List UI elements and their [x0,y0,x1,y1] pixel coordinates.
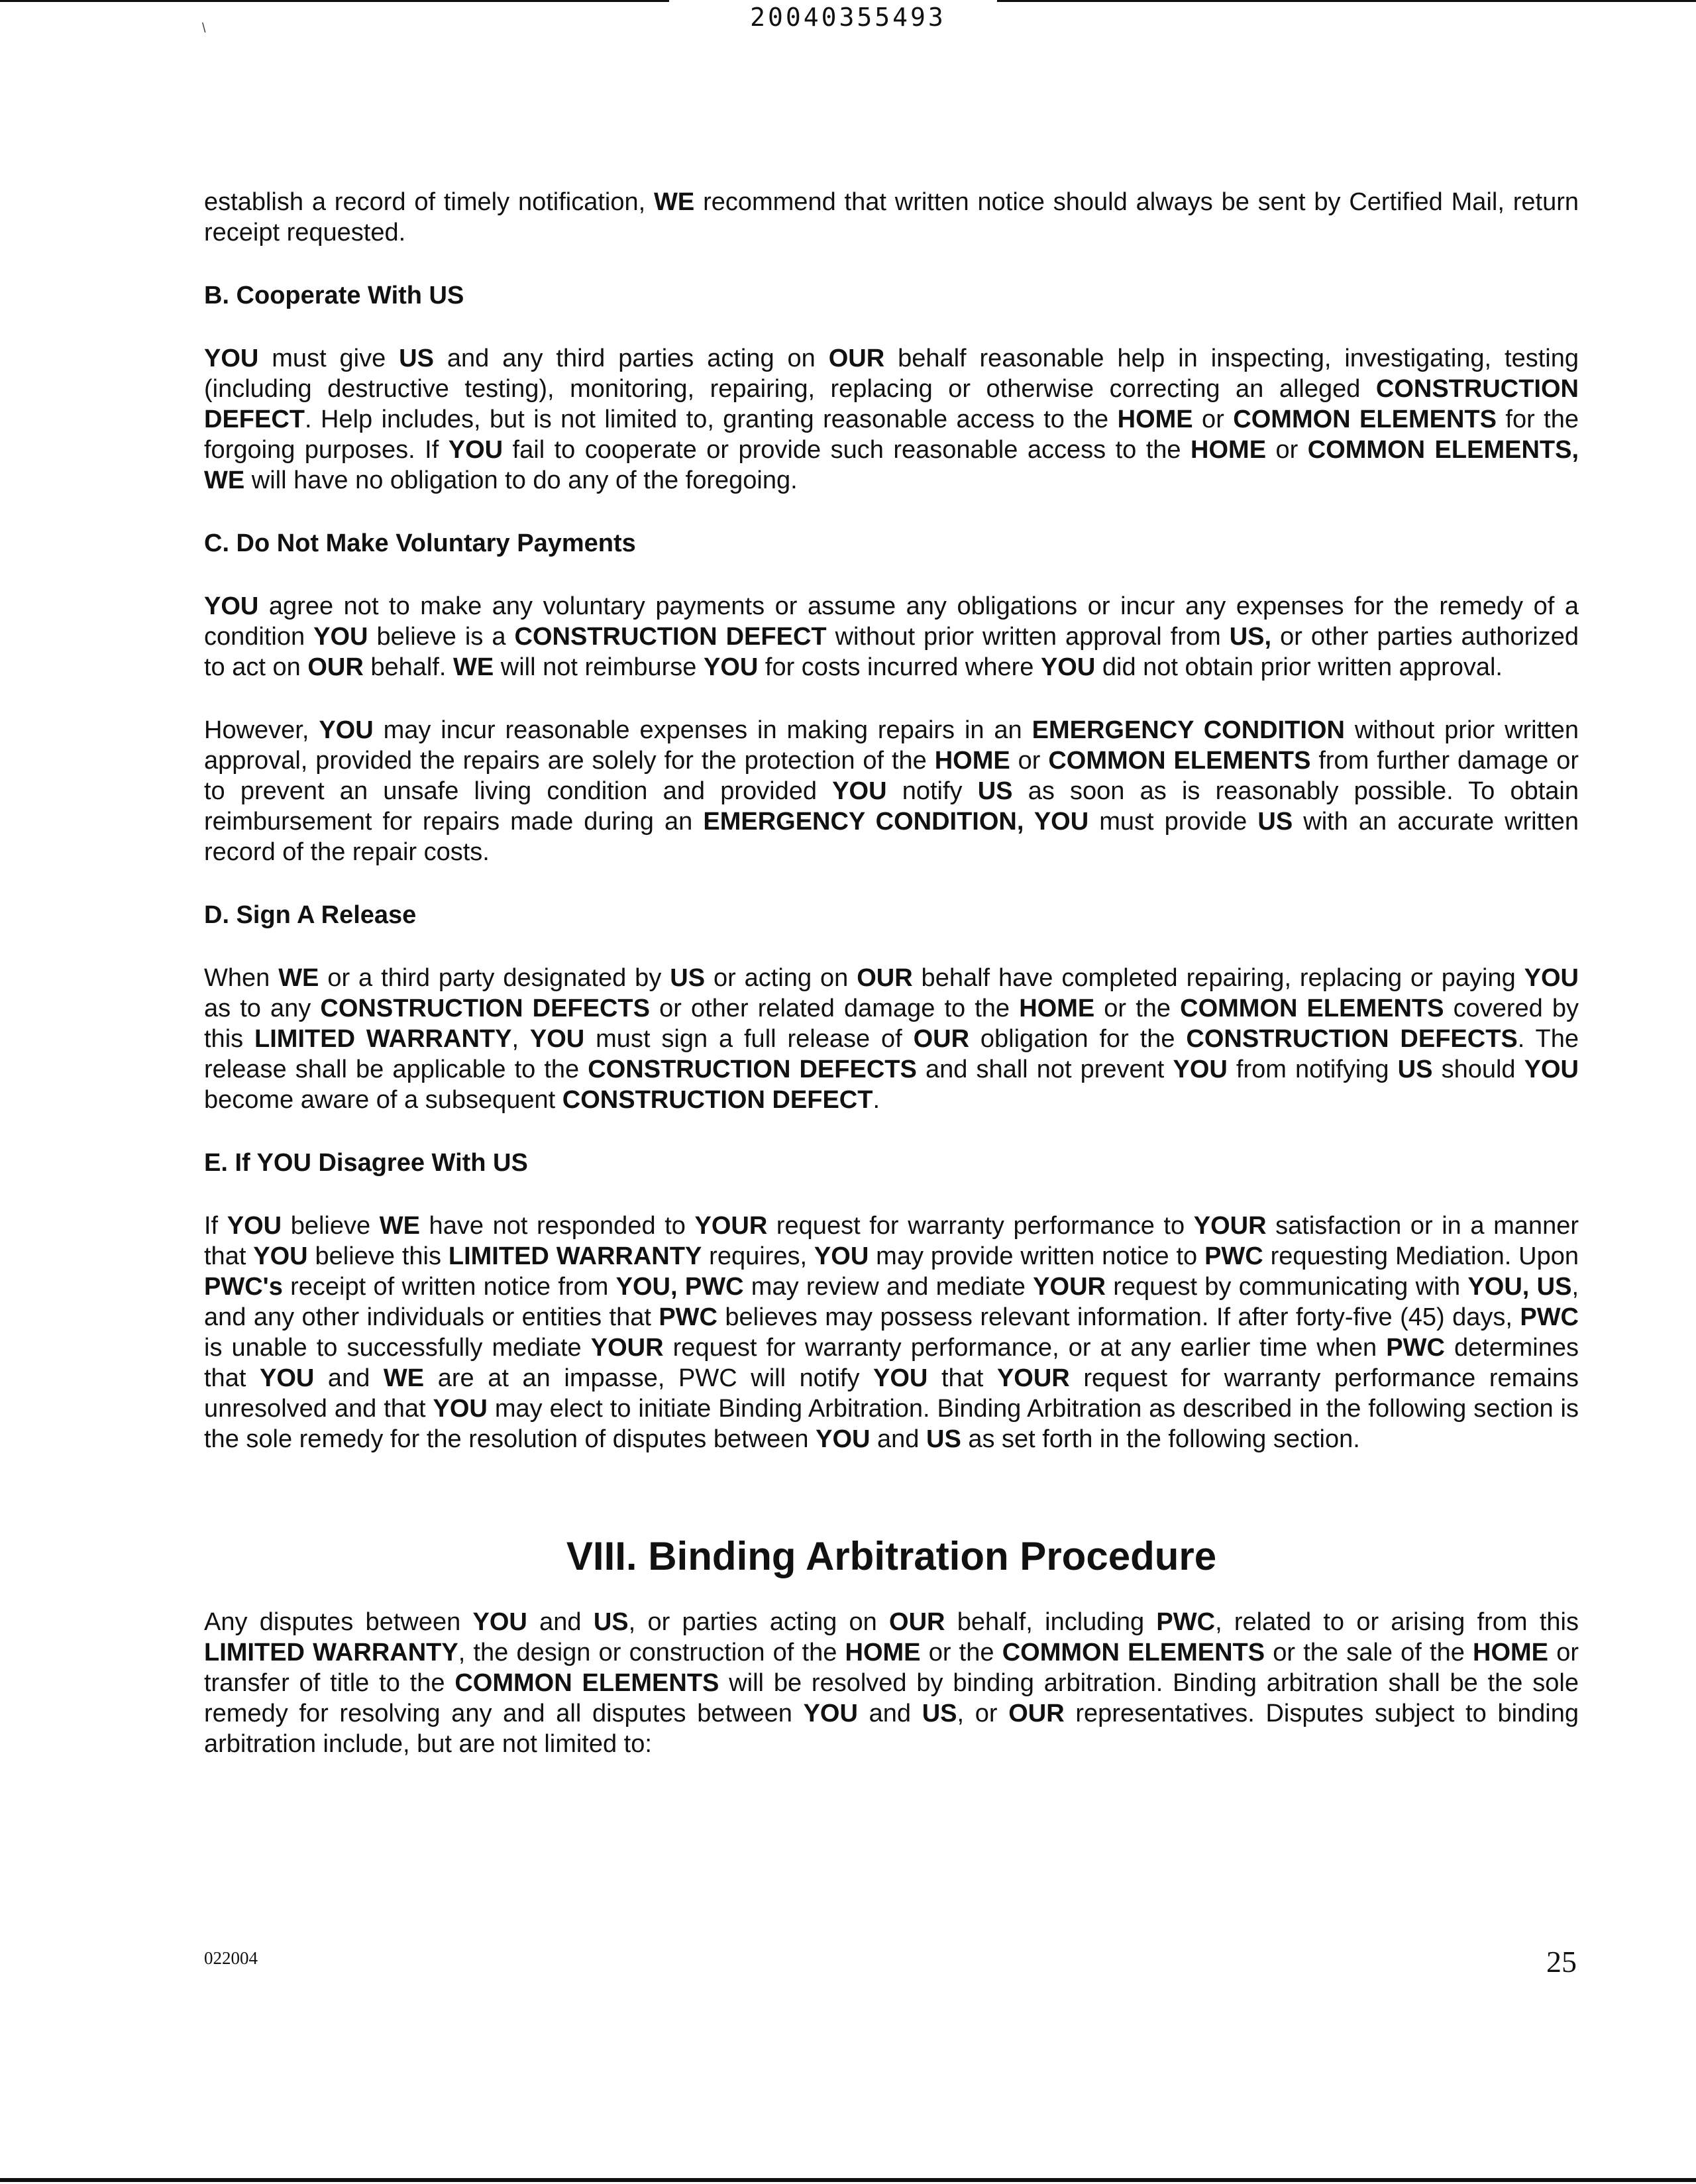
defined-term: US [922,1700,957,1727]
defined-term: YOU [803,1700,858,1727]
defined-term: US [670,964,706,992]
paragraph [204,1211,1579,1454]
defined-term: YOU [319,716,374,744]
defined-term: US [399,345,434,372]
defined-term: US, [1229,623,1272,651]
text-run: as set forth in the following section. [961,1425,1360,1453]
defined-term: LIMITED WARRANTY [254,1025,512,1053]
text-run: with an accurate written record of the repair costs. [204,808,1579,866]
text-run: are at an impasse, PWC will notify [424,1364,874,1392]
defined-term: OUR [889,1608,945,1636]
text-run: or [1010,747,1049,775]
text-run: may review and mediate [743,1273,1034,1301]
text-run: When [204,964,279,992]
text-run: may provide written notice to [869,1242,1205,1270]
defined-term: US [593,1608,629,1636]
top-left-scan-rule [0,0,669,2]
text-run: must give [258,345,399,372]
page-number: 25 [1546,1945,1577,1979]
text-run: establish a record of timely notification, [204,188,655,216]
text-run: , [511,1025,530,1053]
defined-term: YOU [1040,653,1096,681]
defined-term: YOU [433,1395,488,1423]
subsection-heading [204,1148,1579,1178]
defined-term: HOME [845,1639,921,1666]
defined-term: COMMON ELEMENTS [1233,406,1497,433]
text-run: agree not to make any voluntary payments or assume any obligations or incur any expenses for the remedy of a condition [204,592,1579,651]
defined-term: YOU, PWC [615,1273,744,1301]
text-run: without prior written approval, provided the repairs are solely for the protection of the [204,716,1579,775]
defined-term: YOU [816,1425,871,1453]
defined-term: CONSTRUCTION DEFECTS [588,1056,917,1083]
defined-term: YOU [253,1242,308,1270]
text-run: If [204,1212,227,1240]
defined-term: WE [278,964,319,992]
text-run: or a third party designated by [319,964,670,992]
defined-term: YOU [472,1608,527,1636]
defined-term: YOUR [590,1334,664,1362]
text-run: or [1192,406,1234,433]
defined-term: COMMON ELEMENTS [1002,1639,1265,1666]
defined-term: CONSTRUCTION DEFECTS [320,995,650,1022]
defined-term: YOU [313,623,368,651]
text-run: or transfer of title to the [204,1639,1579,1697]
text-run: or acting on [705,964,857,992]
defined-term: PWC [1386,1334,1445,1362]
text-run: fail to cooperate or provide such reasonable access to the [503,436,1191,464]
defined-term: WE [383,1364,425,1392]
paragraph [204,187,1579,248]
text-run: have not responded to [419,1212,695,1240]
text-run: request for warranty performance to [767,1212,1194,1240]
defined-term: HOME [1191,436,1267,464]
text-run: for costs incurred where [758,653,1041,681]
defined-term: PWC's [204,1273,283,1301]
text-run: from further damage or to prevent an unsafe living condition and provided [204,747,1579,805]
defined-term: YOU [448,436,504,464]
text-run: must sign a full release of [584,1025,914,1053]
text-run: covered by this [204,995,1579,1053]
text-run: satisfaction or in a manner that [204,1212,1579,1270]
defined-term: HOME [1473,1639,1549,1666]
text-run: , related to or arising from this [1215,1608,1579,1636]
text-run: . Help includes, but is not limited to, granting reasonable access to the [305,406,1118,433]
text-run: as soon as is reasonably possible. To obtain reimbursement for repairs made during an [204,777,1579,836]
defined-term: COMMON ELEMENTS [1048,747,1311,775]
text-run: and [870,1425,926,1453]
text-run: may incur reasonable expenses in making repairs in an [373,716,1032,744]
defined-term: YOU [703,653,759,681]
paragraph [204,715,1579,867]
defined-term: COMMON ELEMENTS [454,1669,719,1697]
text-run: VIII. Binding Arbitration Procedure [566,1534,1217,1578]
text-run: , and any other individuals or entities that [204,1273,1579,1331]
defined-term: YOU [814,1242,869,1270]
subsection-heading [204,280,1579,311]
defined-term: YOU [259,1364,315,1392]
text-run: D. Sign A Release [204,901,417,929]
defined-term: HOME [1019,995,1095,1022]
document-body [204,187,1579,1792]
defined-term: YOU [529,1025,585,1053]
defined-term: YOU, US [1467,1273,1572,1301]
text-run: requires, [702,1242,814,1270]
defined-term: CONSTRUCTION DEFECT [562,1086,873,1114]
text-run: recommend that written notice should always be sent by Certified Mail, return receipt requested. [204,188,1579,246]
text-run: or [1266,436,1308,464]
text-run: C. Do Not Make Voluntary Payments [204,529,636,557]
bottom-scan-rule [0,2178,1696,2182]
text-run: , or parties acting on [628,1608,890,1636]
text-run: receipt of written notice from [282,1273,616,1301]
text-run: request for warranty performance remains unresolved and that [204,1364,1579,1423]
text-run: , or [957,1700,1009,1727]
text-run: behalf reasonable help in inspecting, investigating, testing (including destructive testing), monitoring, repairing, replacing or otherwise correcting an alleged [204,345,1579,403]
paragraph [204,343,1579,496]
defined-term: US [926,1425,961,1453]
footer-code: 022004 [204,1948,258,1968]
text-run: . The release shall be applicable to the [204,1025,1579,1083]
text-run: and [314,1364,384,1392]
text-run: , the design or construction of the [458,1639,845,1666]
defined-term: CONSTRUCTION DEFECT [204,375,1579,433]
text-run: Any disputes between [204,1608,473,1636]
defined-term: WE [654,188,695,216]
text-run: from notifying [1227,1056,1398,1083]
defined-term: OUR [1008,1700,1065,1727]
defined-term: YOUR [1193,1212,1267,1240]
text-run: . [873,1086,880,1114]
text-run: behalf, including [945,1608,1157,1636]
defined-term: YOUR [694,1212,768,1240]
text-run: should [1432,1056,1524,1083]
text-run: become aware of a subsequent [204,1086,562,1114]
defined-term: PWC [659,1303,717,1331]
defined-term: OUR [857,964,913,992]
defined-term: YOU [204,345,259,372]
text-run: believe this [307,1242,449,1270]
defined-term: OUR [913,1025,970,1053]
defined-term: EMERGENCY CONDITION, YOU [703,808,1089,836]
paragraph [204,1607,1579,1759]
text-run: B. Cooperate With US [204,282,464,309]
text-run: or the [920,1639,1002,1666]
text-run: representatives. Disputes subject to binding arbitration include, but are not limited to: [204,1700,1579,1758]
text-run: behalf. [363,653,453,681]
section-title [204,1533,1579,1580]
defined-term: WE [453,653,494,681]
text-run: E. If YOU Disagree With US [204,1149,528,1177]
text-run: is unable to successfully mediate [204,1334,591,1362]
defined-term: US [1257,808,1293,836]
text-run: did not obtain prior written approval. [1095,653,1503,681]
defined-term: US [977,777,1013,805]
defined-term: PWC [1156,1608,1216,1636]
defined-term: YOU [227,1212,282,1240]
defined-term: PWC [1204,1242,1263,1270]
defined-term: OUR [828,345,885,372]
text-run: that [928,1364,997,1392]
defined-term: CONSTRUCTION DEFECTS [1186,1025,1518,1053]
text-run: and [857,1700,922,1727]
defined-term: YOU [204,592,259,620]
defined-term: CONSTRUCTION DEFECT [514,623,827,651]
defined-term: YOU [1524,964,1579,992]
defined-term: US [1397,1056,1433,1083]
paragraph [204,591,1579,682]
text-run: will not reimburse [494,653,704,681]
defined-term: COMMON ELEMENTS, WE [204,436,1579,494]
defined-term: HOME [934,747,1010,775]
text-run: must provide [1088,808,1258,836]
subsection-heading [204,900,1579,930]
text-run: and [527,1608,594,1636]
text-run: However, [204,716,319,744]
defined-term: LIMITED WARRANTY [204,1639,458,1666]
defined-term: HOME [1117,406,1193,433]
text-run: or other related damage to the [649,995,1020,1022]
defined-term: YOU [832,777,887,805]
defined-term: WE [379,1212,420,1240]
defined-term: EMERGENCY CONDITION [1032,716,1345,744]
defined-term: LIMITED WARRANTY [448,1242,702,1270]
text-run: or the [1094,995,1181,1022]
text-run: behalf have completed repairing, replacing or paying [912,964,1524,992]
defined-term: PWC [1520,1303,1579,1331]
text-run: and shall not prevent [916,1056,1173,1083]
document-number: 20040355493 [750,3,946,32]
top-right-scan-rule [997,0,1696,2]
text-run: or the sale of the [1265,1639,1473,1666]
defined-term: YOU [873,1364,928,1392]
text-run: believes may possess relevant information. If after forty-five (45) days, [717,1303,1520,1331]
text-run: request by communicating with [1105,1273,1468,1301]
defined-term: OUR [307,653,364,681]
text-run: and any third parties acting on [433,345,829,372]
text-run: notify [886,777,978,805]
defined-term: COMMON ELEMENTS [1180,995,1444,1022]
text-run: will be resolved by binding arbitration. Binding arbitration shall be the sole remedy for resolving any and all disputes between [204,1669,1579,1727]
defined-term: YOUR [996,1364,1070,1392]
text-run: or other parties authorized to act on [204,623,1579,681]
text-run: for the forgoing purposes. If [204,406,1579,464]
defined-term: YOU [1173,1056,1228,1083]
text-run: as to any [204,995,321,1022]
text-run: determines that [204,1334,1579,1392]
defined-term: YOUR [1033,1273,1106,1301]
subsection-heading [204,528,1579,559]
scan-speck: \ [202,21,206,36]
paragraph [204,963,1579,1115]
text-run: without prior written approval from [826,623,1230,651]
text-run: request for warranty performance, or at any earlier time when [663,1334,1387,1362]
text-run: believe [282,1212,380,1240]
text-run: believe is a [368,623,515,651]
text-run: may elect to initiate Binding Arbitration. Binding Arbitration as described in the following section is the sole remedy for the resolution of disputes between [204,1395,1579,1453]
defined-term: YOU [1524,1056,1579,1083]
text-run: requesting Mediation. Upon [1263,1242,1579,1270]
text-run: will have no obligation to do any of the foregoing. [244,466,798,494]
text-run: obligation for the [969,1025,1187,1053]
